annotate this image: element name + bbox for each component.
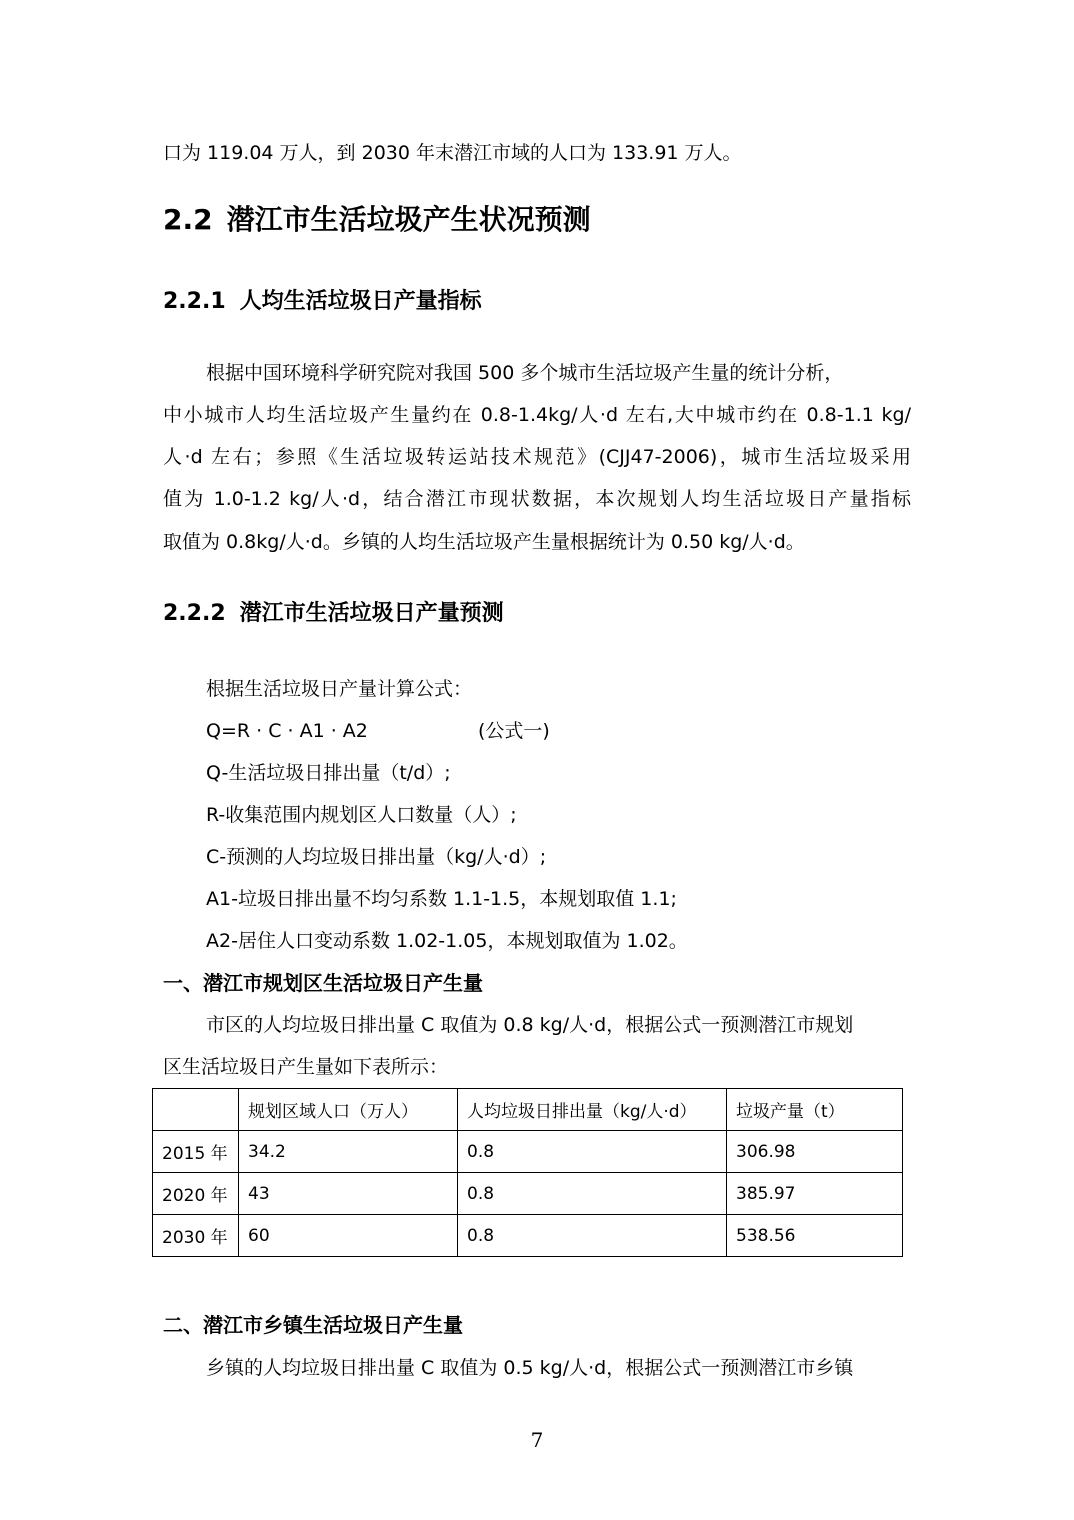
part2-heading: 二、潜江市乡镇生活垃圾日产生量 — [163, 1313, 463, 1337]
table-cell: 2030 年 — [153, 1215, 239, 1257]
definition-line: R-收集范围内规划区人口数量（人）; — [206, 804, 517, 826]
paragraph-line: 根据中国环境科学研究院对我国 500 多个城市生活垃圾产生量的统计分析， — [206, 362, 844, 384]
table-cell: 0.8 — [458, 1131, 727, 1173]
table-cell: 2015 年 — [153, 1131, 239, 1173]
table-cell: 43 — [239, 1173, 458, 1215]
paragraph-line: 值为 1.0-1.2 kg/人·d，结合潜江市现状数据，本次规划人均生活垃圾日产量指标 — [163, 488, 911, 510]
continuation-text: 口为 119.04 万人，到 2030 年末潜江市域的人口为 133.91 万人。 — [163, 142, 742, 164]
paragraph-line: 人·d 左右；参照《生活垃圾转运站技术规范》(CJJ47-2006)，城市生活垃圾采用 — [163, 446, 911, 468]
paragraph-line: 市区的人均垃圾日排出量 C 取值为 0.8 kg/人·d，根据公式一预测潜江市规划 — [206, 1014, 854, 1036]
section-title: 潜江市生活垃圾日产量预测 — [239, 601, 504, 626]
table-cell: 2020 年 — [153, 1173, 239, 1215]
part1-heading: 一、潜江市规划区生活垃圾日产生量 — [163, 971, 483, 995]
table-header-cell: 垃圾产量（t） — [727, 1089, 903, 1131]
table-cell: 0.8 — [458, 1215, 727, 1257]
table-row — [153, 1215, 903, 1257]
table-cell: 385.97 — [727, 1173, 903, 1215]
waste-forecast-table — [152, 1088, 903, 1257]
definition-line: C-预测的人均垃圾日排出量（kg/人·d）; — [206, 846, 547, 868]
table-header-cell — [153, 1089, 239, 1131]
table-row — [153, 1173, 903, 1215]
section-heading-2-2 — [163, 203, 591, 237]
paragraph-line: 区生活垃圾日产生量如下表所示： — [163, 1056, 449, 1078]
section-number: 2.2.1 — [163, 289, 226, 314]
definition-line: Q-生活垃圾日排出量（t/d）; — [206, 762, 451, 784]
section-title: 人均生活垃圾日产量指标 — [239, 289, 482, 314]
table-cell: 34.2 — [239, 1131, 458, 1173]
section-heading-2-2-2 — [163, 600, 504, 628]
definition-line: A2-居住人口变动系数 1.02-1.05，本规划取值为 1.02。 — [206, 930, 688, 952]
table-header-cell: 规划区域人口（万人） — [239, 1089, 458, 1131]
section-heading-2-2-1 — [163, 288, 482, 316]
section-number: 2.2.2 — [163, 601, 226, 626]
section-title: 潜江市生活垃圾产生状况预测 — [226, 203, 591, 236]
paragraph-line: 乡镇的人均垃圾日排出量 C 取值为 0.5 kg/人·d，根据公式一预测潜江市乡镇 — [206, 1357, 854, 1379]
table-cell: 60 — [239, 1215, 458, 1257]
table-cell: 0.8 — [458, 1173, 727, 1215]
table-row — [153, 1131, 903, 1173]
formula-line — [206, 719, 550, 743]
paragraph-line: 取值为 0.8kg/人·d。乡镇的人均生活垃圾产生量根据统计为 0.50 kg/人·d。 — [163, 531, 805, 553]
section-number: 2.2 — [163, 203, 213, 236]
paragraph-line: 中小城市人均生活垃圾产生量约在 0.8-1.4kg/人·d 左右,大中城市约在 0.8-1.1 kg/ — [163, 404, 911, 426]
table-cell: 538.56 — [727, 1215, 903, 1257]
formula-intro: 根据生活垃圾日产量计算公式： — [206, 678, 473, 700]
definition-line: A1-垃圾日排出量不均匀系数 1.1-1.5，本规划取值 1.1; — [206, 888, 677, 910]
page-number: 7 — [530, 1428, 544, 1452]
formula-tag: (公式一) — [478, 720, 550, 742]
table-header-row — [153, 1089, 903, 1131]
formula: Q=R · C · A1 · A2 — [206, 720, 368, 742]
table-cell: 306.98 — [727, 1131, 903, 1173]
table-header-cell: 人均垃圾日排出量（kg/人·d） — [458, 1089, 727, 1131]
